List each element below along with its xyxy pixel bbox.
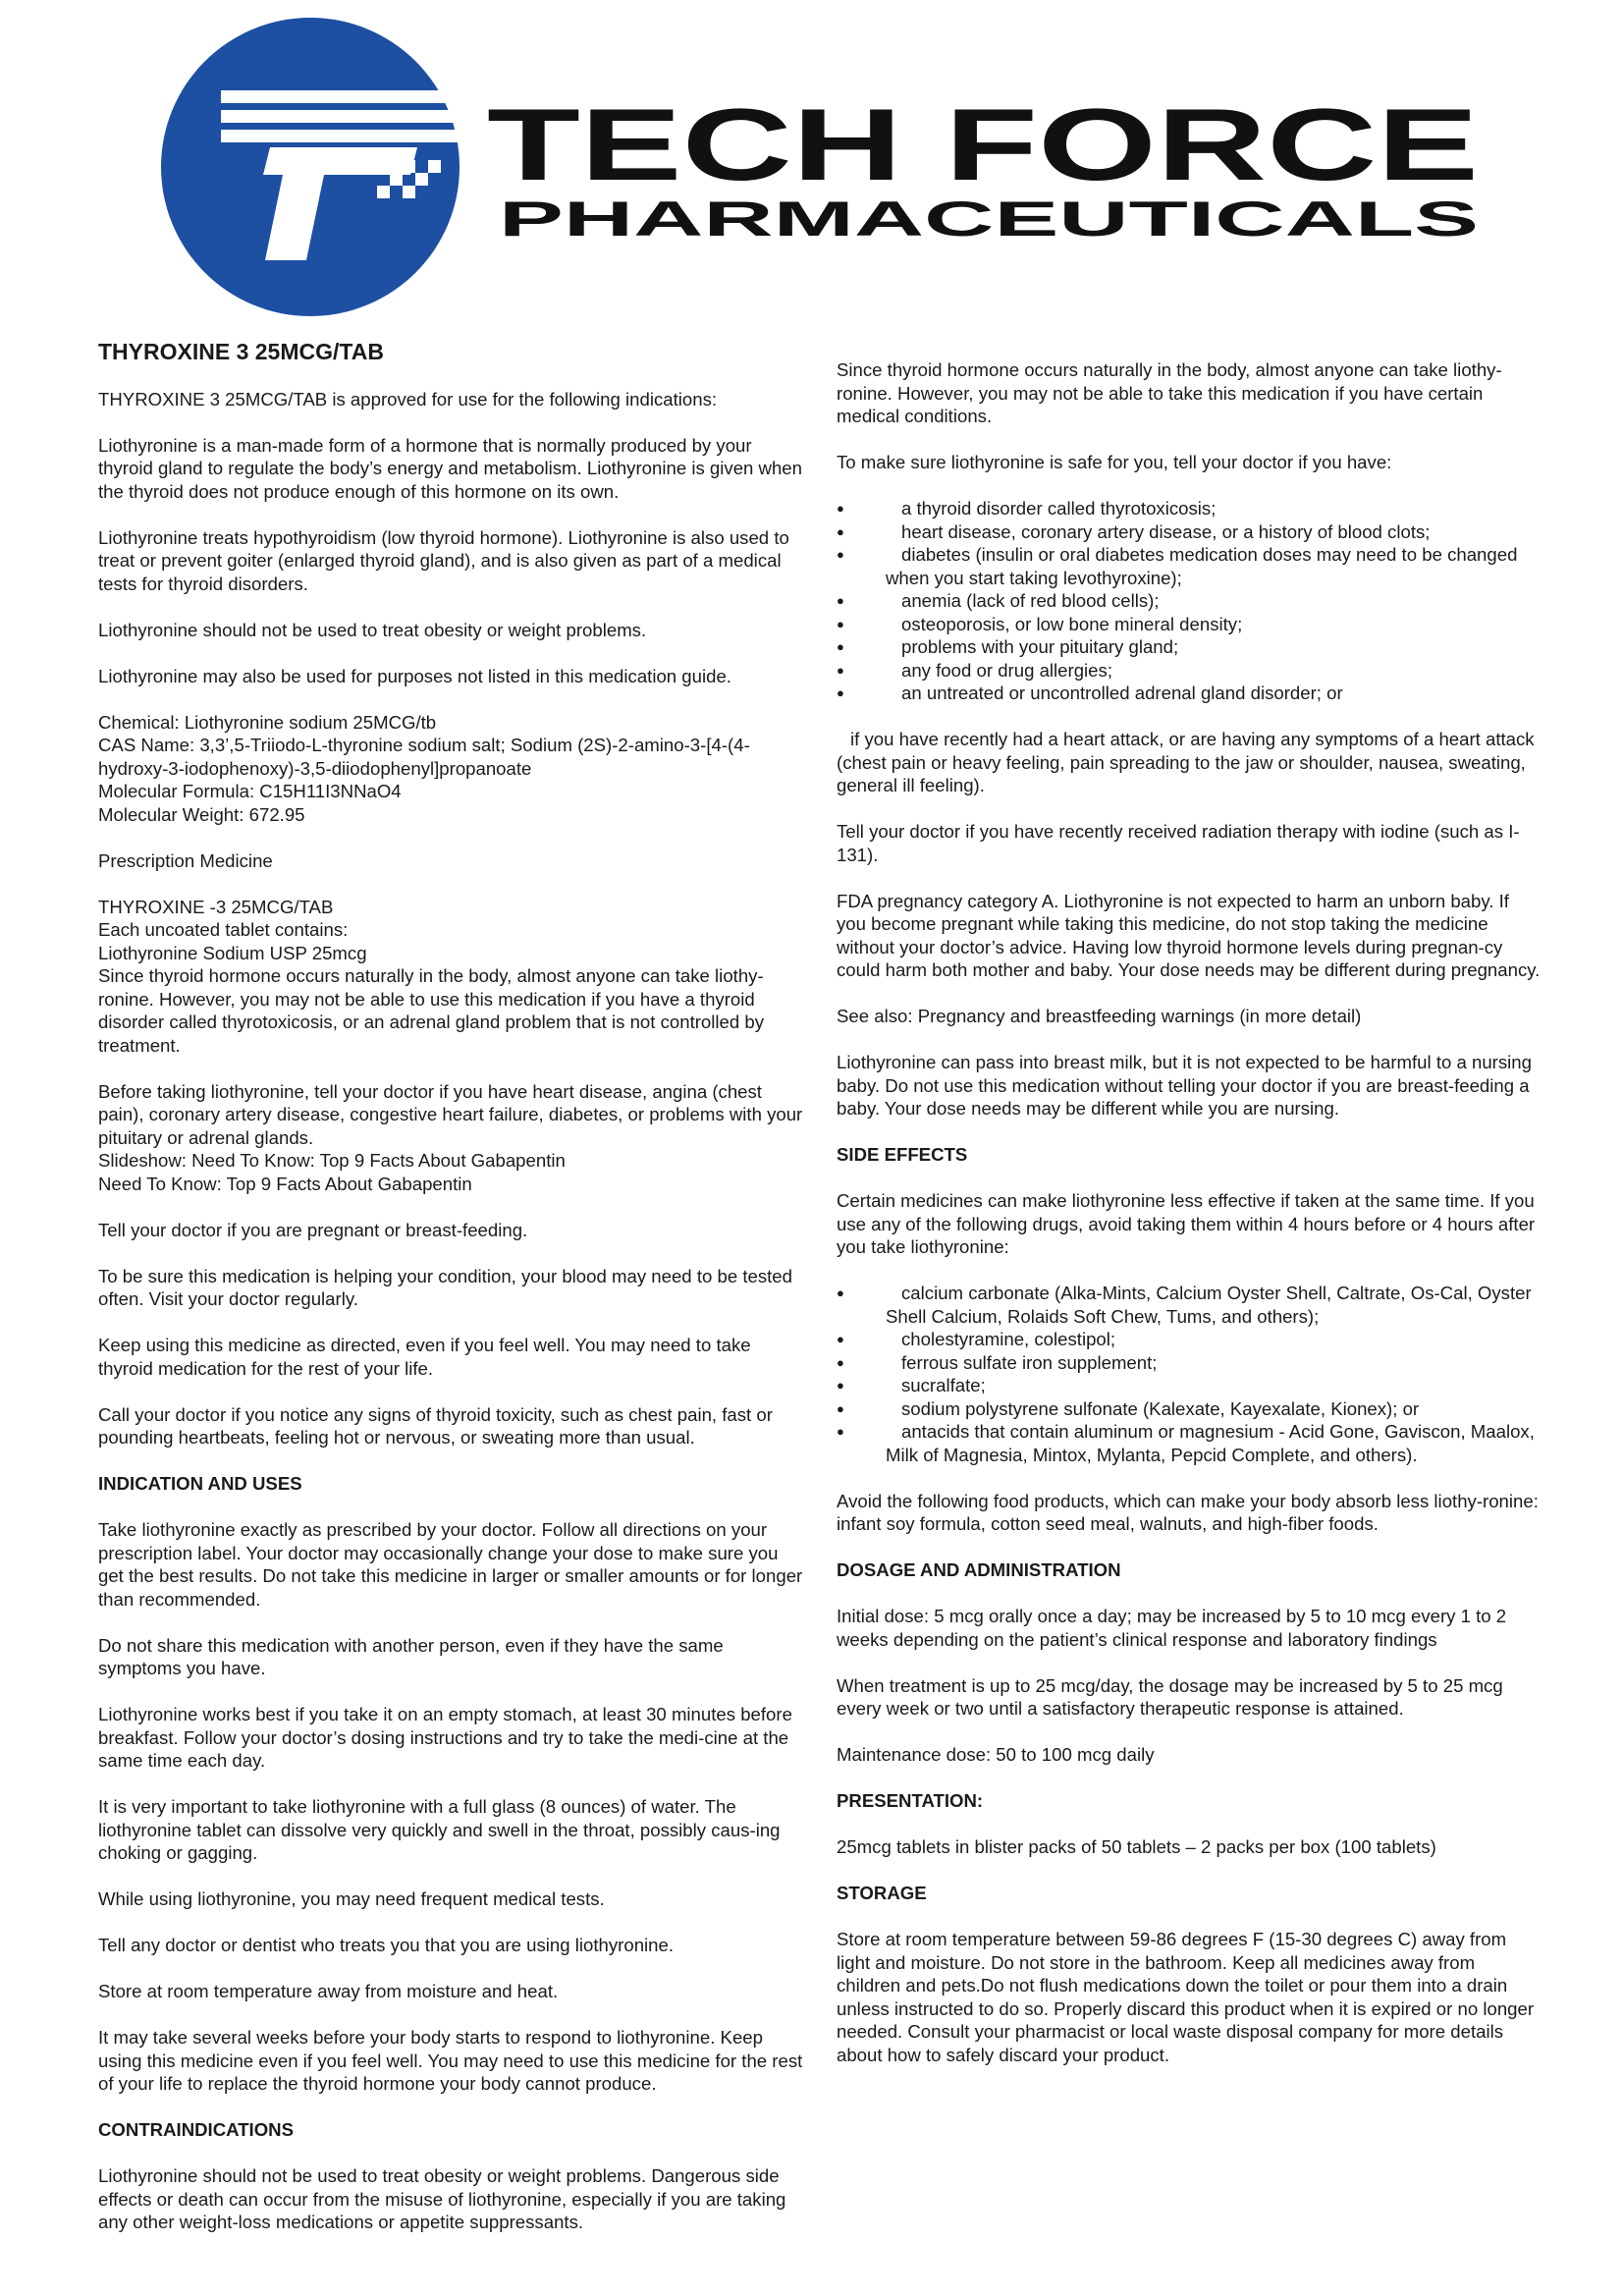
paragraph: Liothyronine should not be used to treat obesity or weight problems. Dangerous side effects or death can occur from the misuse of liothyronine, especially if you are taking any other weight-loss medications or appetite suppressants. xyxy=(98,2165,786,2232)
section-heading-contraindications: CONTRAINDICATIONS xyxy=(98,2119,295,2140)
section-heading-indication: INDICATION AND USES xyxy=(98,1473,302,1494)
paragraph: Initial dose: 5 mcg orally once a day; may be increased by 5 to 10 mcg every 1 to 2 weeks depending on the patient’s clinical response and laboratory findings xyxy=(837,1606,1507,1650)
paragraph: Maintenance dose: 50 to 100 mcg daily xyxy=(837,1744,1155,1765)
brand-tagline: PHARMACEUTICALS xyxy=(499,191,1479,246)
paragraph: Keep using this medicine as directed, even if you feel well. You may need to take thyroid medication for the rest of your life. xyxy=(98,1335,751,1379)
list-item: ● sodium polystyrene sulfonate (Kalexate, Kayexalate, Kionex); or xyxy=(837,1397,1543,1421)
cas-name-line: CAS Name: 3,3’,5-Triiodo-L-thyronine sodium salt; Sodium (2S)-2-amino-3-[4-(4-hydroxy-3-iodophenoxy)-3,5-diiodophenyl]propanoate xyxy=(98,735,750,779)
paragraph: Since thyroid hormone occurs naturally in the body, almost anyone can take liothy-ronine. However, you may not be able to use this medication if you have a thyroid disorder called thyrotoxicosis, or an adrenal gland problem that is not controlled by treatment. xyxy=(98,965,765,1056)
section-heading-dosage: DOSAGE AND ADMINISTRATION xyxy=(837,1559,1121,1580)
slideshow-line: Slideshow: Need To Know: Top 9 Facts About Gabapentin xyxy=(98,1150,566,1171)
paragraph: Tell your doctor if you have recently received radiation therapy with iodine (such as I-131). xyxy=(837,821,1520,865)
paragraph: To make sure liothyronine is safe for you, tell your doctor if you have: xyxy=(837,452,1392,472)
section-heading-side-effects: SIDE EFFECTS xyxy=(837,1144,968,1165)
tablet-name-line: THYROXINE -3 25MCG/TAB xyxy=(98,896,334,917)
list-item: ● osteoporosis, or low bone mineral density; xyxy=(837,613,1543,636)
document-title: THYROXINE 3 25MCG/TAB xyxy=(98,339,384,364)
paragraph: To be sure this medication is helping your condition, your blood may need to be tested often. Visit your doctor regularly. xyxy=(98,1265,792,1309)
paragraph: Tell your doctor if you are pregnant or breast-feeding. xyxy=(98,1219,528,1240)
section-heading-presentation: PRESENTATION: xyxy=(837,1790,984,1811)
list-item: ● a thyroid disorder called thyrotoxicosis; xyxy=(837,497,1543,520)
list-item: ● antacids that contain aluminum or magnesium - Acid Gone, Gaviscon, Maalox, Milk of Magnesia, Mintox, Mylanta, Pepcid Complete, and others). xyxy=(837,1420,1543,1466)
left-column xyxy=(98,339,805,2257)
paragraph: 25mcg tablets in blister packs of 50 tablets – 2 packs per box (100 tablets) xyxy=(837,1836,1436,1857)
list-item: ● anemia (lack of red blood cells); xyxy=(837,589,1543,613)
chemical-line: Chemical: Liothyronine sodium 25MCG/tb xyxy=(98,711,437,733)
list-item: ● problems with your pituitary gland; xyxy=(837,635,1543,659)
tablet-contains-line: Each uncoated tablet contains: xyxy=(98,919,349,940)
paragraph: Tell any doctor or dentist who treats you that you are using liothyronine. xyxy=(98,1935,675,1955)
paragraph: It may take several weeks before your body starts to respond to liothyronine. Keep using this medicine even if you feel well. You may need to use this medicine for the rest of your life to replace the thyroid hormone your body cannot produce. xyxy=(98,2027,803,2094)
paragraph: FDA pregnancy category A. Liothyronine is not expected to harm an unborn baby. If you become pregnant while taking this medicine, do not stop taking the medicine without your doctor’s advice. Having low thyroid hormone levels during pregnan-cy could harm both mother and baby. Your dose needs may be different during pregnancy. xyxy=(837,890,1541,980)
list-item: ● calcium carbonate (Alka-Mints, Calcium Oyster Shell, Caltrate, Os-Cal, Oyster Shell Calcium, Rolaids Soft Chew, Tums, and others); xyxy=(837,1282,1543,1328)
paragraph: Do not share this medication with another person, even if they have the same symptoms you have. xyxy=(98,1634,724,1678)
paragraph: Prescription Medicine xyxy=(98,849,273,871)
list-item: ● sucralfate; xyxy=(837,1374,1543,1397)
paragraph: Since thyroid hormone occurs naturally in the body, almost anyone can take liothy-ronine. However, you may not be able to take this medication if you have certain medical conditions. xyxy=(837,359,1502,426)
paragraph: Call your doctor if you notice any signs of thyroid toxicity, such as chest pain, fast or pounding heartbeats, feeling hot or nervous, or sweating more than usual. xyxy=(98,1403,773,1448)
paragraph: Liothyronine should not be used to treat obesity or weight problems. xyxy=(98,619,647,640)
list-item: ● heart disease, coronary artery disease, or a history of blood clots; xyxy=(837,520,1543,544)
paragraph: Before taking liothyronine, tell your doctor if you have heart disease, angina (chest pain), coronary artery disease, congestive heart failure, diabetes, or problems with your pituitary or adrenal glands. xyxy=(98,1080,803,1148)
logo-stripes xyxy=(221,90,466,142)
paragraph: Liothyronine works best if you take it on an empty stomach, at least 30 minutes before breakfast. Follow your doctor’s dosing instructions and try to take the medi-cine at the same time each day. xyxy=(98,1704,792,1771)
paragraph: Store at room temperature between 59-86 degrees F (15-30 degrees C) away from light and moisture. Do not store in the bathroom. Keep all medicines away from children and pets.Do not flush medications down the toilet or pour them into a drain unless instructed to do so. Properly discard this product when it is expired or no longer needed. Consult your pharmacist or local waste disposal company for more details about how to safely discard your product. xyxy=(837,1929,1535,2065)
tablet-ingredient-line: Liothyronine Sodium USP 25mcg xyxy=(98,942,367,963)
brand-name: TECH FORCE xyxy=(487,88,1479,202)
paragraph: Liothyronine can pass into breast milk, but it is not expected to be harmful to a nursing baby. Do not use this medication without telling your doctor if you are breast-feeding a baby. Your dose needs may be different while you are nursing. xyxy=(837,1052,1532,1119)
list-item: ● diabetes (insulin or oral diabetes medication doses may need to be changed when you start taking levothyroxine); xyxy=(837,543,1543,589)
interacting-drugs-list xyxy=(837,1282,1543,1466)
paragraph: Liothyronine is a man-made form of a hormone that is normally produced by your thyroid gland to regulate the body’s energy and metabolism. Liothyronine is given when the thyroid does not produce enough of this hormone on its own. xyxy=(98,434,802,502)
molecular-weight-line: Molecular Weight: 672.95 xyxy=(98,803,305,825)
paragraph: While using liothyronine, you may need frequent medical tests. xyxy=(98,1888,605,1909)
paragraph: Take liothyronine exactly as prescribed by your doctor. Follow all directions on your prescription label. Your doctor may occasionally change your dose to make sure you get the best results. Do not take this medicine in larger or smaller amounts or for longer than recommended. xyxy=(98,1519,803,1610)
section-heading-storage: STORAGE xyxy=(837,1883,927,1903)
right-column xyxy=(837,358,1543,2090)
need-to-know-line: Need To Know: Top 9 Facts About Gabapentin xyxy=(98,1173,472,1194)
paragraph: Liothyronine may also be used for purposes not listed in this medication guide. xyxy=(98,665,731,686)
conditions-list xyxy=(837,497,1543,705)
paragraph: When treatment is up to 25 mcg/day, the dosage may be increased by 5 to 25 mcg every week or two until a satisfactory therapeutic response is attained. xyxy=(837,1674,1503,1719)
paragraph: Certain medicines can make liothyronine less effective if taken at the same time. If you use any of the following drugs, avoid taking them within 4 hours before or 4 hours after you take liothyronine: xyxy=(837,1190,1536,1257)
molecular-formula-line: Molecular Formula: C15H11I3NNaO4 xyxy=(98,781,402,801)
paragraph: if you have recently had a heart attack, or are having any symptoms of a heart attack (chest pain or heavy feeling, pain spreading to the jaw or shoulder, nausea, sweating, general ill feeling). xyxy=(837,729,1535,795)
paragraph: Avoid the following food products, which can make your body absorb less liothy-ronine: infant soy formula, cotton seed meal, walnuts, and high-fiber foods. xyxy=(837,1490,1539,1534)
paragraph: Store at room temperature away from moisture and heat. xyxy=(98,1981,559,2001)
paragraph: Liothyronine treats hypothyroidism (low thyroid hormone). Liothyronine is also used to treat or prevent goiter (enlarged thyroid gland), and is also given as part of a medical tests for thyroid disorders. xyxy=(98,526,789,594)
letterhead xyxy=(0,0,1623,334)
paragraph: It is very important to take liothyronine with a full glass (8 ounces) of water. The liothyronine tablet can dissolve very quickly and swell in the throat, possibly caus-ing choking or gagging. xyxy=(98,1796,781,1863)
list-item: ● cholestyramine, colestipol; xyxy=(837,1328,1543,1351)
paragraph: THYROXINE 3 25MCG/TAB is approved for use for the following indications: xyxy=(98,388,718,410)
list-item: ● any food or drug allergies; xyxy=(837,659,1543,683)
list-item: ● ferrous sulfate iron supplement; xyxy=(837,1351,1543,1375)
list-item: ● an untreated or uncontrolled adrenal gland disorder; or xyxy=(837,682,1543,705)
paragraph: See also: Pregnancy and breastfeeding warnings (in more detail) xyxy=(837,1006,1362,1026)
company-logo xyxy=(0,0,1623,334)
